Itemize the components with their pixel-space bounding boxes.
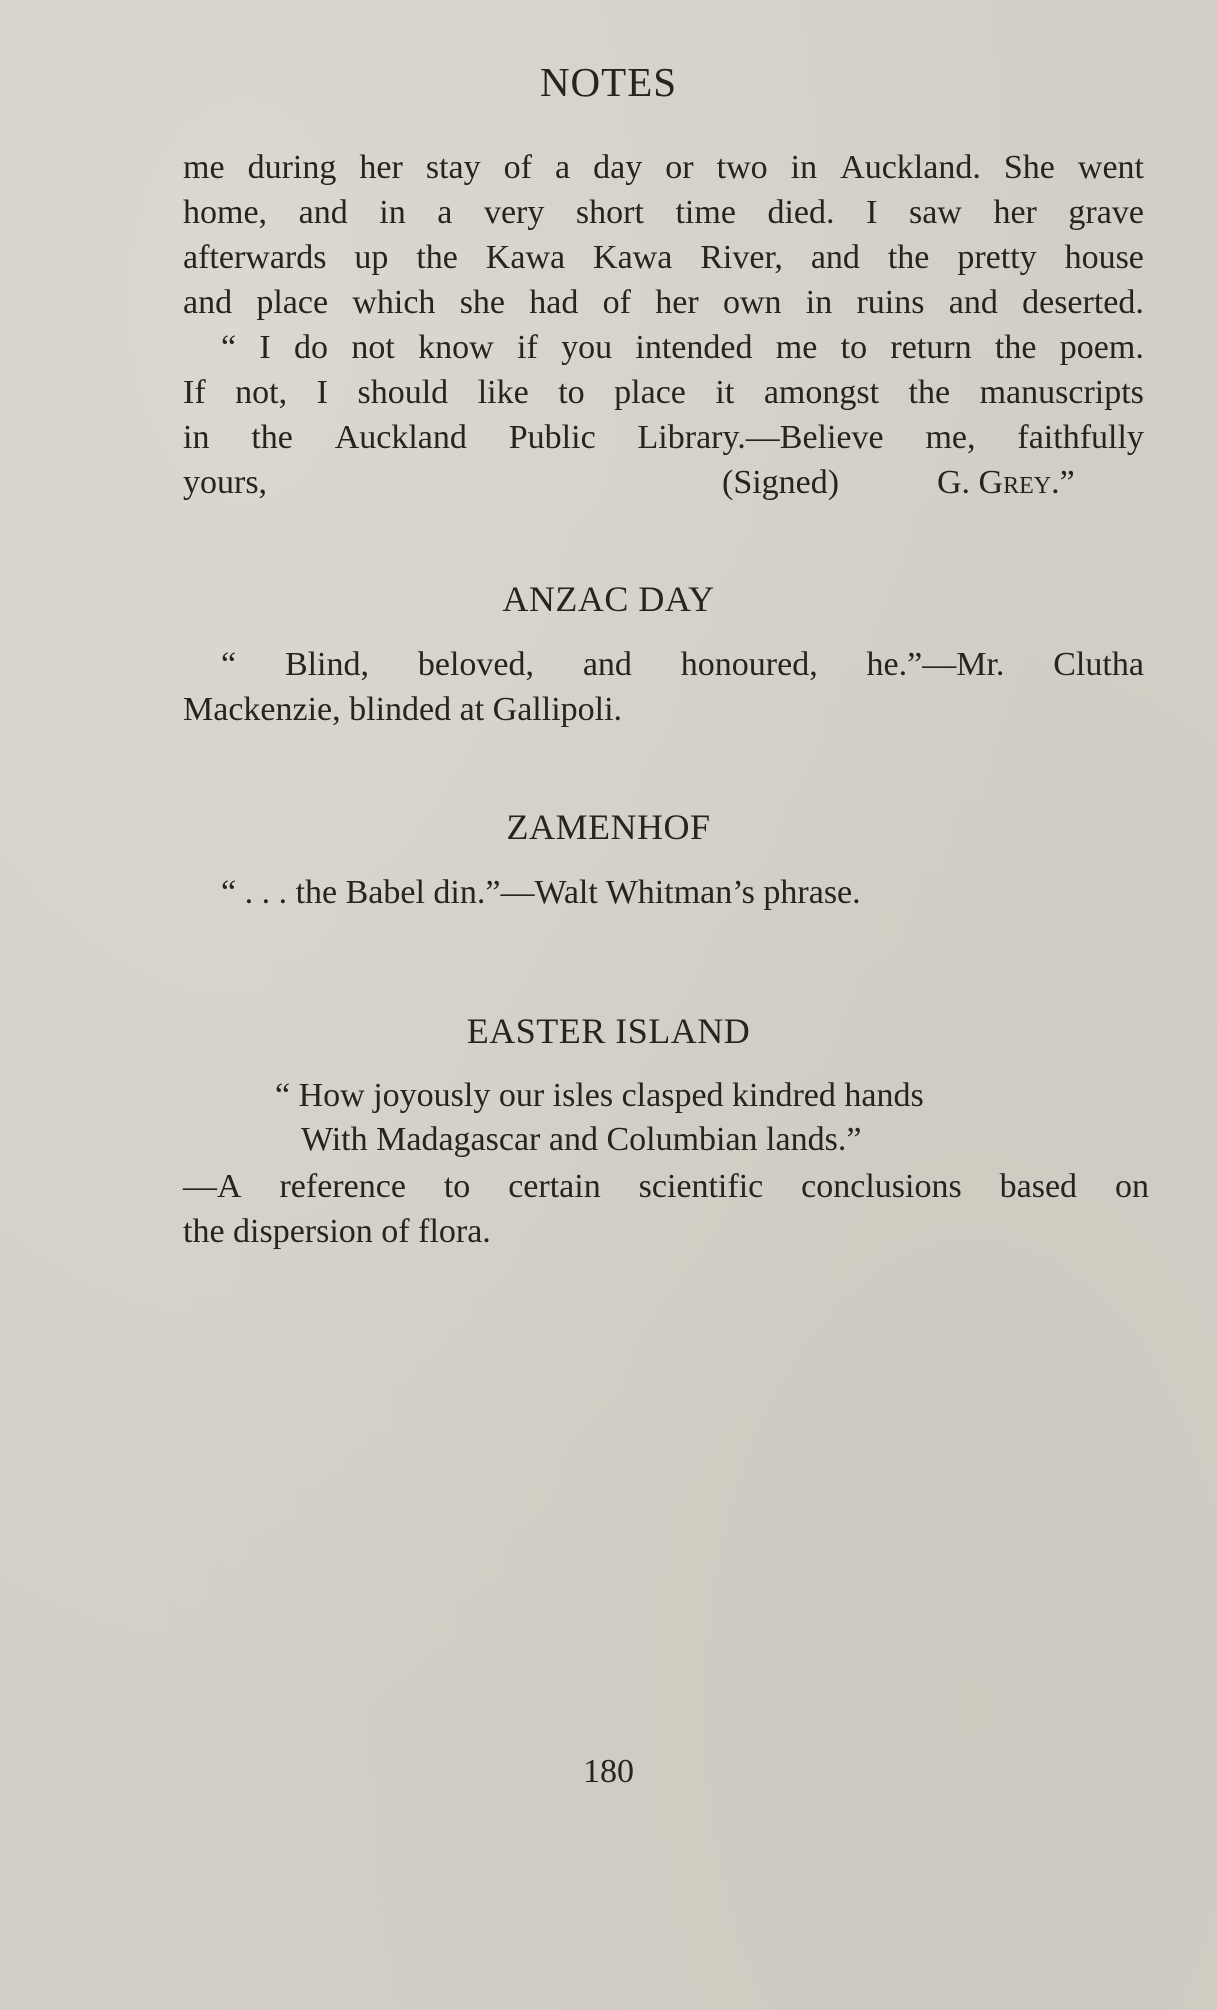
text-line: afterwards up the Kawa Kawa River, and the pretty house bbox=[183, 239, 1144, 276]
easter-island-note bbox=[183, 1164, 1149, 1254]
anzac-day-note bbox=[183, 642, 1144, 732]
page-number: 180 bbox=[583, 1753, 634, 1790]
signature-line bbox=[183, 460, 1144, 505]
text-line: “ I do not know if you intended me to return the poem. bbox=[221, 329, 1144, 366]
text-line: and place which she had of her own in ruins and deserted. bbox=[183, 284, 1144, 321]
verse-line: With Madagascar and Columbian lands.” bbox=[301, 1121, 862, 1158]
signed-label: (Signed) bbox=[722, 464, 840, 501]
signature: G. Grey.” bbox=[937, 464, 1075, 501]
text-line: Mackenzie, blinded at Gallipoli. bbox=[183, 691, 623, 728]
text-line: in the Auckland Public Library.—Believe me, faithfully bbox=[183, 419, 1144, 456]
verse-line: “ How joyously our isles clasped kindred hands bbox=[275, 1077, 924, 1114]
text-line: —A reference to certain scientific conclusions based on bbox=[183, 1168, 1149, 1205]
grey-letter-text bbox=[183, 145, 1144, 505]
zamenhof-note bbox=[183, 870, 1144, 915]
text-line: If not, I should like to place it amongst the manuscripts bbox=[183, 374, 1144, 411]
text-line: “ . . . the Babel din.”—Walt Whitman’s phrase. bbox=[221, 874, 861, 911]
text-line: me during her stay of a day or two in Auckland. She went bbox=[183, 149, 1144, 186]
letter-closing: yours, bbox=[183, 464, 268, 501]
section-heading-zamenhof: ZAMENHOF bbox=[506, 807, 711, 847]
text-line: “ Blind, beloved, and honoured, he.”—Mr. Clutha bbox=[221, 646, 1144, 683]
text-line: home, and in a very short time died. I saw her grave bbox=[183, 194, 1144, 231]
section-heading-anzac-day: ANZAC DAY bbox=[502, 579, 715, 619]
section-heading-easter-island: EASTER ISLAND bbox=[466, 1011, 751, 1051]
text-line: the dispersion of flora. bbox=[183, 1213, 491, 1250]
running-head: NOTES bbox=[539, 59, 678, 105]
